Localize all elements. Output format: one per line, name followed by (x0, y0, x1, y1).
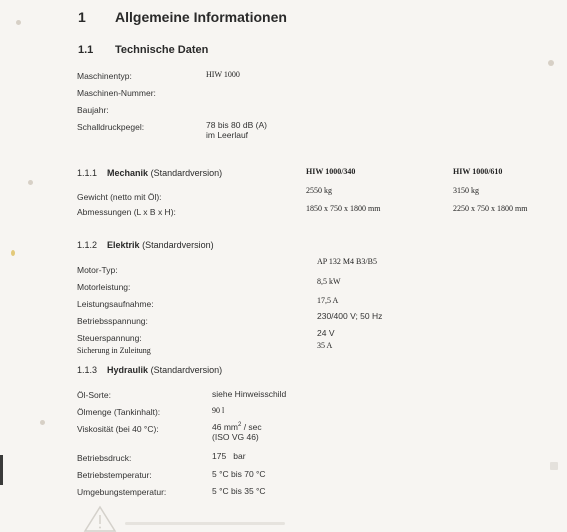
label-motorleistung: Motorleistung: (77, 282, 131, 292)
label-motor-typ: Motor-Typ: (77, 265, 118, 275)
mechanik-number: 1.1.1 (77, 168, 98, 178)
value-motorleistung: 8,5 kW (317, 277, 341, 286)
hydraulik-number: 1.1.3 (77, 365, 98, 375)
elektrik-suffix: (Standardversion) (142, 240, 214, 250)
value-umgebungstemperatur: 5 °C bis 35 °C (212, 486, 266, 496)
label-steuerspannung: Steuerspannung: (77, 333, 142, 343)
value-viskositaet (212, 420, 262, 442)
viskositaet-unit: / sec (241, 421, 262, 432)
label-oel-sorte: Öl-Sorte: (77, 390, 112, 400)
subsection-number: 1.1 (78, 44, 94, 56)
value-maschinentyp: HIW 1000 (206, 70, 240, 79)
value-gewicht-610: 3150 kg (453, 186, 479, 195)
column-header-610: HIW 1000/610 (453, 167, 503, 176)
label-leistungsaufnahme: Leistungsaufnahme: (77, 299, 154, 309)
label-maschinen-nummer: Maschinen-Nummer: (77, 88, 156, 98)
label-umgebungstemperatur: Umgebungstemperatur: (77, 487, 167, 497)
value-sicherung: 35 A (317, 341, 333, 350)
value-viskositaet-line2: (ISO VG 46) (212, 431, 259, 442)
label-schalldruckpegel: Schalldruckpegel: (77, 122, 145, 132)
value-schalldruckpegel-line2: im Leerlauf (206, 130, 249, 140)
label-gewicht: Gewicht (netto mit Öl): (77, 192, 162, 202)
label-sicherung: Sicherung in Zuleitung (77, 346, 151, 355)
mechanik-heading (77, 168, 222, 178)
value-abmessungen-610: 2250 x 750 x 1800 mm (453, 204, 528, 213)
elektrik-title: Elektrik (107, 240, 140, 250)
value-betriebsdruck: 175 bar (212, 451, 246, 461)
faded-footer-text (125, 522, 285, 525)
value-motor-typ: AP 132 M4 B3/B5 (317, 257, 377, 266)
elektrik-number: 1.1.2 (77, 240, 98, 250)
value-schalldruckpegel-line1: 78 bis 80 dB (A) (206, 120, 267, 130)
viskositaet-exponent: 2 (237, 422, 242, 428)
scan-speck (28, 180, 33, 185)
scan-speck (40, 420, 45, 425)
hydraulik-heading (77, 365, 222, 375)
value-oel-sorte: siehe Hinweisschild (212, 389, 287, 399)
mechanik-title: Mechanik (107, 168, 149, 178)
mechanik-suffix: (Standardversion) (150, 168, 223, 178)
value-gewicht-340: 2550 kg (306, 186, 332, 195)
value-oelmenge: 90 l (212, 406, 225, 415)
elektrik-heading (77, 240, 214, 250)
label-betriebsspannung: Betriebsspannung: (77, 316, 148, 326)
value-leistungsaufnahme: 17,5 A (317, 296, 339, 305)
warning-triangle-icon (83, 505, 117, 532)
label-oelmenge: Ölmenge (Tankinhalt): (77, 407, 161, 417)
hydraulik-suffix: (Standardversion) (150, 365, 223, 375)
scan-speck (550, 462, 558, 470)
value-betriebsspannung: 230/400 V; 50 Hz (317, 311, 383, 321)
label-betriebstemperatur: Betriebstemperatur: (77, 470, 152, 480)
value-schalldruckpegel (206, 120, 267, 140)
scan-edge (0, 455, 3, 485)
scan-speck (16, 20, 21, 25)
value-viskositaet-line1 (212, 420, 262, 432)
subsection-title: Technische Daten (115, 44, 209, 56)
viskositaet-number: 46 mm (212, 421, 238, 432)
value-betriebstemperatur: 5 °C bis 70 °C (212, 469, 266, 479)
label-abmessungen: Abmessungen (L x B x H): (77, 207, 176, 217)
column-header-340: HIW 1000/340 (306, 167, 356, 176)
value-abmessungen-340: 1850 x 750 x 1800 mm (306, 204, 381, 213)
section-title: Allgemeine Informationen (115, 9, 287, 25)
value-steuerspannung: 24 V (317, 328, 335, 338)
label-maschinentyp: Maschinentyp: (77, 71, 132, 81)
scan-speck (11, 250, 15, 256)
scan-speck (548, 60, 554, 66)
label-baujahr: Baujahr: (77, 105, 109, 115)
section-number: 1 (78, 9, 86, 25)
label-betriebsdruck: Betriebsdruck: (77, 453, 132, 463)
label-viskositaet: Viskosität (bei 40 °C): (77, 424, 159, 434)
hydraulik-title: Hydraulik (107, 365, 149, 375)
